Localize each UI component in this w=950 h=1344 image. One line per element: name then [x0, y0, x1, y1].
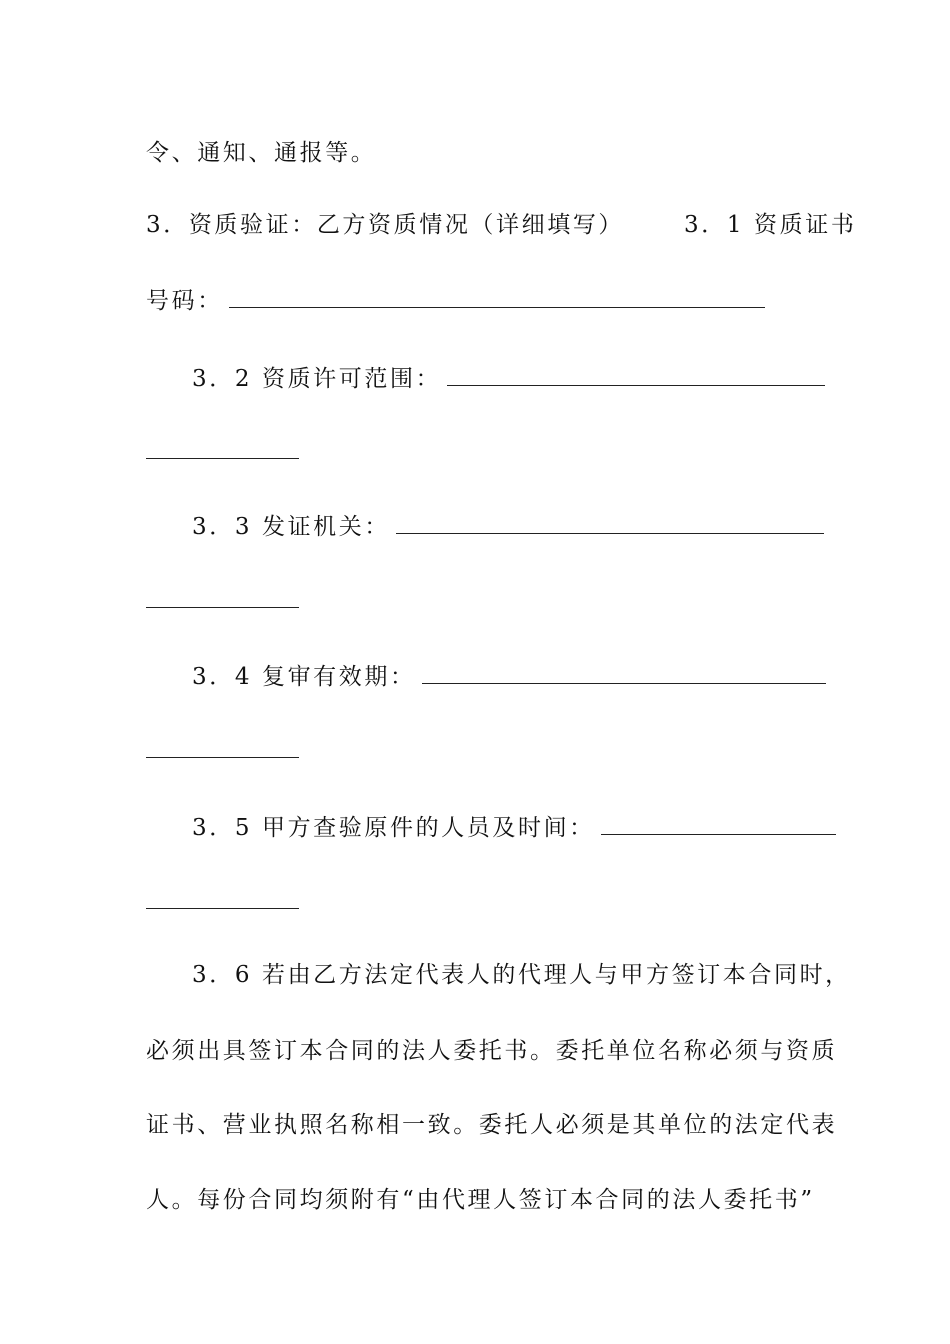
paragraph-line	[192, 960, 851, 990]
paragraph-text: 3．6 若由乙方法定代表人的代理人与甲方签订本合同时，	[192, 962, 851, 988]
paragraph-text: 人。每份合同均须附有“由代理人签订本合同的法人委托书”	[146, 1187, 815, 1213]
inspector-and-time-field-continuation[interactable]	[146, 908, 299, 909]
item-3-3-row	[192, 511, 824, 542]
item-3-2-label: 3．2 资质许可范围：	[192, 366, 442, 392]
paragraph-line	[146, 1185, 815, 1215]
text-line	[146, 138, 376, 168]
paragraph-text: 必须出具签订本合同的法人委托书。委托单位名称必须与资质	[146, 1038, 838, 1064]
review-validity-field[interactable]	[422, 661, 826, 684]
item-3-1-label: 3．1 资质证书	[684, 212, 857, 238]
certificate-number-field[interactable]	[229, 285, 765, 308]
qualification-scope-field-continuation[interactable]	[146, 458, 299, 459]
issuing-authority-field[interactable]	[396, 511, 824, 534]
item-3-4-row	[192, 661, 826, 692]
qualification-scope-field[interactable]	[447, 363, 825, 386]
text-fragment: 令、通知、通报等。	[146, 140, 377, 166]
item-3-5-label: 3．5 甲方查验原件的人员及时间：	[192, 815, 595, 841]
certificate-number-label: 号码：	[146, 288, 223, 314]
review-validity-field-continuation[interactable]	[146, 757, 299, 758]
inspector-and-time-field[interactable]	[601, 812, 836, 835]
item-3-4-label: 3．4 复审有效期：	[192, 664, 416, 690]
item-3-5-row	[192, 812, 836, 843]
item-3-3-label: 3．3 发证机关：	[192, 514, 390, 540]
section-3-title: 3．资质验证：乙方资质情况（详细填写）	[146, 212, 625, 238]
item-3-2-row	[192, 363, 825, 394]
certificate-number-row	[146, 285, 765, 316]
section-3-heading	[146, 210, 856, 240]
paragraph-text: 证书、营业执照名称相一致。委托人必须是其单位的法定代表	[146, 1112, 838, 1138]
issuing-authority-field-continuation[interactable]	[146, 607, 299, 608]
paragraph-line	[146, 1110, 837, 1140]
paragraph-line	[146, 1036, 837, 1066]
